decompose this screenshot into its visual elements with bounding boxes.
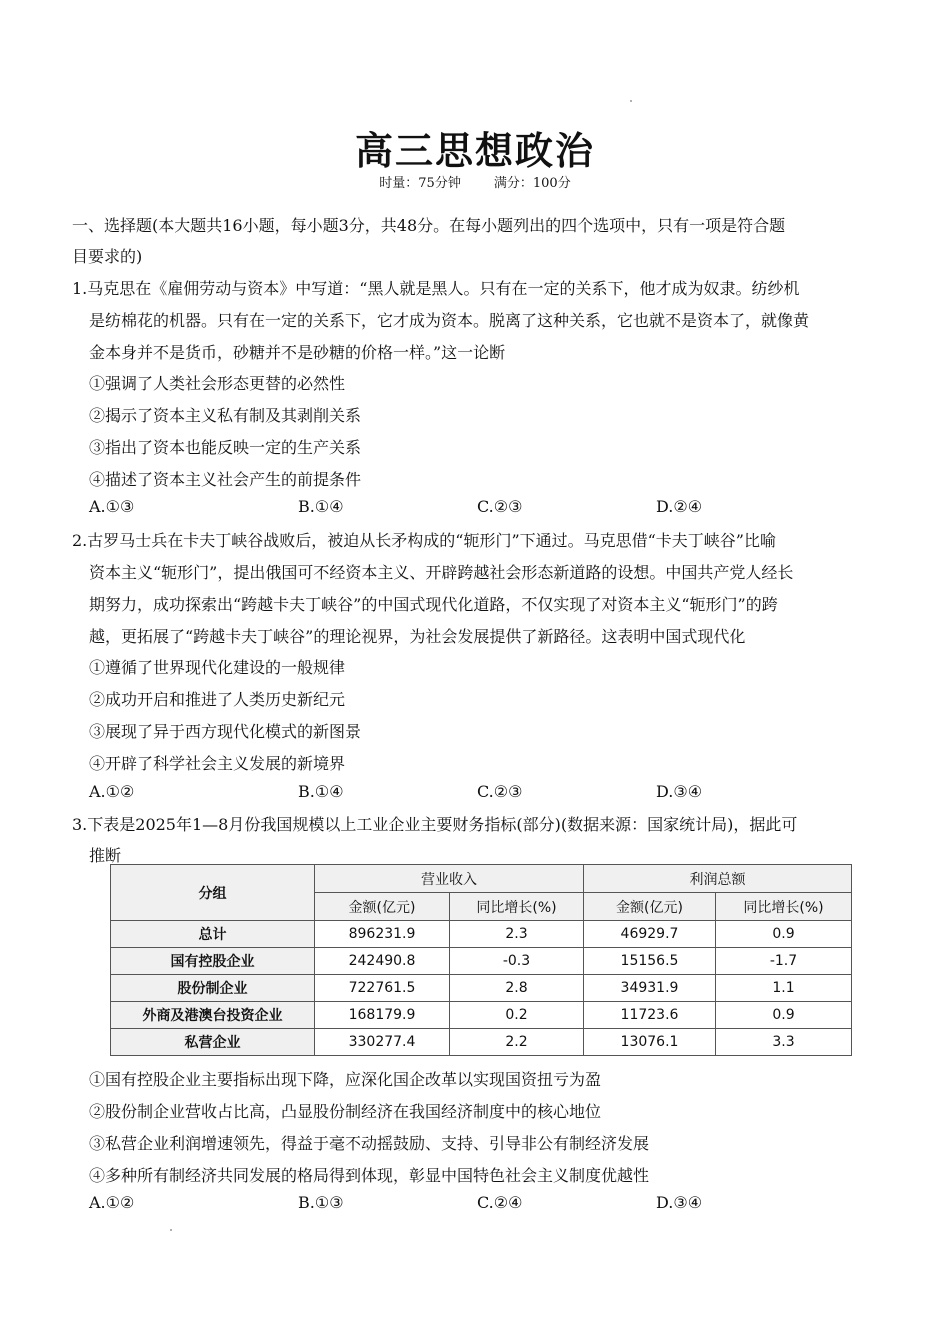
row-group: 国有控股企业 xyxy=(111,948,315,975)
q3-statement-2: ②股份制企业营收占比高，凸显股份制经济在我国经济制度中的核心地位 xyxy=(89,1102,602,1121)
q1-statement-2: ②揭示了资本主义私有制及其剥削关系 xyxy=(89,406,362,425)
table-row xyxy=(111,1002,852,1029)
row-revenue-amount: 168179.9 xyxy=(315,1002,450,1029)
q3-option-d[interactable]: D.③④ xyxy=(656,1193,703,1212)
section-heading-line2: 目要求的) xyxy=(72,247,143,266)
row-profit-amount: 46929.7 xyxy=(584,921,716,948)
table-header-rev-growth: 同比增长(%) xyxy=(450,893,584,921)
q2-statement-4: ④开辟了科学社会主义发展的新境界 xyxy=(89,754,346,773)
q3-statement-3: ③私营企业利润增速领先，得益于毫不动摇鼓励、支持、引导非公有制经济发展 xyxy=(89,1134,650,1153)
q1-option-c[interactable]: C.②③ xyxy=(477,497,523,516)
q2-stem-line4: 越，更拓展了“跨越卡夫丁峡谷”的理论视界，为社会发展提供了新路径。这表明中国式现代化 xyxy=(89,627,746,646)
row-revenue-growth: -0.3 xyxy=(450,948,584,975)
row-profit-amount: 15156.5 xyxy=(584,948,716,975)
row-profit-amount: 13076.1 xyxy=(584,1029,716,1056)
table-row xyxy=(111,948,852,975)
q3-stem-line2: 推断 xyxy=(89,846,122,865)
q3-option-a[interactable]: A.①② xyxy=(89,1193,135,1212)
q1-statement-4: ④描述了资本主义社会产生的前提条件 xyxy=(89,470,362,489)
q1-option-d[interactable]: D.②④ xyxy=(656,497,703,516)
table-row xyxy=(111,921,852,948)
q2-statement-3: ③展现了异于西方现代化模式的新图景 xyxy=(89,722,362,741)
q3-statement-4: ④多种所有制经济共同发展的格局得到体现，彰显中国特色社会主义制度优越性 xyxy=(89,1166,650,1185)
table-header-profit-growth: 同比增长(%) xyxy=(716,893,852,921)
q3-option-b[interactable]: B.①③ xyxy=(298,1193,344,1212)
row-group: 总计 xyxy=(111,921,315,948)
row-profit-growth: 1.1 xyxy=(716,975,852,1002)
q2-option-a[interactable]: A.①② xyxy=(89,782,135,801)
q2-option-b[interactable]: B.①④ xyxy=(298,782,344,801)
q1-statement-1: ①强调了人类社会形态更替的必然性 xyxy=(89,374,346,393)
row-profit-growth: 0.9 xyxy=(716,921,852,948)
q3-option-c[interactable]: C.②④ xyxy=(477,1193,523,1212)
q1-statement-3: ③指出了资本也能反映一定的生产关系 xyxy=(89,438,362,457)
row-profit-amount: 11723.6 xyxy=(584,1002,716,1029)
row-revenue-amount: 242490.8 xyxy=(315,948,450,975)
row-revenue-amount: 722761.5 xyxy=(315,975,450,1002)
row-group: 股份制企业 xyxy=(111,975,315,1002)
q2-stem-line2: 资本主义“轭形门”，提出俄国可不经资本主义、开辟跨越社会形态新道路的设想。中国共产党人经长 xyxy=(89,563,794,582)
row-revenue-growth: 2.3 xyxy=(450,921,584,948)
row-profit-growth: -1.7 xyxy=(716,948,852,975)
row-group: 私营企业 xyxy=(111,1029,315,1056)
table-header-profit: 利润总额 xyxy=(584,865,852,893)
row-profit-growth: 3.3 xyxy=(716,1029,852,1056)
q3-statement-1: ①国有控股企业主要指标出现下降，应深化国企改革以实现国资扭亏为盈 xyxy=(89,1070,602,1089)
q1-stem-line3: 金本身并不是货币，砂糖并不是砂糖的价格一样。”这一论断 xyxy=(89,343,506,362)
q1-option-a[interactable]: A.①③ xyxy=(89,497,135,516)
table-header-rev-amount: 金额(亿元) xyxy=(315,893,450,921)
scan-speck xyxy=(170,1229,172,1231)
scan-speck xyxy=(630,100,632,102)
table-header-revenue: 营业收入 xyxy=(315,865,584,893)
q3-stem-line1: 3.下表是2025年1—8月份我国规模以上工业企业主要财务指标(部分)(数据来源：国家统计局)，据此可 xyxy=(72,815,798,834)
row-revenue-amount: 896231.9 xyxy=(315,921,450,948)
q2-option-d[interactable]: D.③④ xyxy=(656,782,703,801)
q2-stem-line3: 期努力，成功探索出“跨越卡夫丁峡谷”的中国式现代化道路，不仅实现了对资本主义“轭形门”的跨 xyxy=(89,595,778,614)
page-title: 高三思想政治 xyxy=(354,129,595,173)
q2-stem-line1: 2.古罗马士兵在卡夫丁峡谷战败后，被迫从长矛构成的“轭形门”下通过。马克思借“卡夫丁峡谷”比喻 xyxy=(72,531,776,550)
row-revenue-growth: 2.8 xyxy=(450,975,584,1002)
row-group: 外商及港澳台投资企业 xyxy=(111,1002,315,1029)
row-profit-growth: 0.9 xyxy=(716,1002,852,1029)
table-header-group: 分组 xyxy=(111,865,315,921)
row-profit-amount: 34931.9 xyxy=(584,975,716,1002)
q2-statement-2: ②成功开启和推进了人类历史新纪元 xyxy=(89,690,346,709)
row-revenue-amount: 330277.4 xyxy=(315,1029,450,1056)
row-revenue-growth: 0.2 xyxy=(450,1002,584,1029)
q2-option-c[interactable]: C.②③ xyxy=(477,782,523,801)
table-header-profit-amount: 金额(亿元) xyxy=(584,893,716,921)
q1-option-b[interactable]: B.①④ xyxy=(298,497,344,516)
table-row xyxy=(111,975,852,1002)
table-row xyxy=(111,1029,852,1056)
q1-stem-line2: 是纺棉花的机器。只有在一定的关系下，它才成为资本。脱离了这种关系，它也就不是资本了，就像黄 xyxy=(89,311,810,330)
financial-table xyxy=(110,864,852,1056)
q1-stem-line1: 1.马克思在《雇佣劳动与资本》中写道：“黑人就是黑人。只有在一定的关系下，他才成为奴隶。纺纱机 xyxy=(72,279,800,298)
q2-statement-1: ①遵循了世界现代化建设的一般规律 xyxy=(89,658,346,677)
exam-meta: 时量：75分钟 满分：100分 xyxy=(379,176,571,191)
section-heading-line1: 一、选择题(本大题共16小题，每小题3分，共48分。在每小题列出的四个选项中，只有一项是符合题 xyxy=(72,216,786,235)
row-revenue-growth: 2.2 xyxy=(450,1029,584,1056)
